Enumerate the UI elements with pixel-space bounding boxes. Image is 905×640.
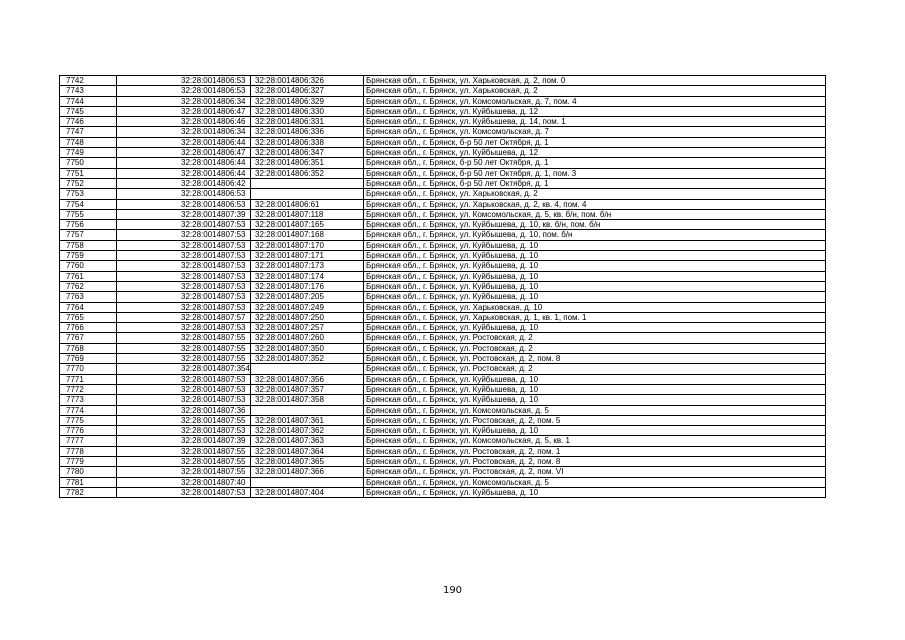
row-number-cell: 7757	[60, 230, 117, 240]
row-number-cell: 7748	[60, 137, 117, 147]
object-cadastral-number-cell: 32:28:0014806:330	[251, 106, 364, 116]
table-row	[60, 96, 826, 106]
table-row	[60, 333, 826, 343]
table-row	[60, 281, 826, 291]
address-cell: Брянская обл., г. Брянск, ул. Комсомольская, д. 7, пом. 4	[364, 96, 826, 106]
table-row	[60, 178, 826, 188]
table-row	[60, 312, 826, 322]
address-cell: Брянская обл., г. Брянск, ул. Куйбышева, д. 10	[364, 261, 826, 271]
land-cadastral-number-cell: 32:28:0014806:53	[117, 199, 251, 209]
table-row	[60, 405, 826, 415]
land-cadastral-number-cell: 32:28:0014807:53	[117, 302, 251, 312]
table-row	[60, 292, 826, 302]
row-number-cell: 7751	[60, 168, 117, 178]
row-number-cell: 7772	[60, 384, 117, 394]
address-cell: Брянская обл., г. Брянск, ул. Комсомольская, д. 7	[364, 127, 826, 137]
row-number-cell: 7766	[60, 323, 117, 333]
table-row	[60, 168, 826, 178]
land-cadastral-number-cell: 32:28:0014806:44	[117, 168, 251, 178]
address-cell: Брянская обл., г. Брянск, ул. Куйбышева, д. 10	[364, 240, 826, 250]
land-cadastral-number-cell: 32:28:0014806:42	[117, 178, 251, 188]
object-cadastral-number-cell: 32:28:0014806:351	[251, 158, 364, 168]
object-cadastral-number-cell: 32:28:0014807:118	[251, 209, 364, 219]
table-row	[60, 271, 826, 281]
object-cadastral-number-cell: 32:28:0014806:326	[251, 76, 364, 86]
address-cell: Брянская обл., г. Брянск, ул. Комсомольская, д. 5	[364, 405, 826, 415]
object-cadastral-number-cell: 32:28:0014807:362	[251, 426, 364, 436]
address-cell: Брянская обл., г. Брянск, ул. Ростовская, д. 2, пом. 8	[364, 456, 826, 466]
row-number-cell: 7743	[60, 86, 117, 96]
row-number-cell: 7778	[60, 446, 117, 456]
address-cell: Брянская обл., г. Брянск, ул. Куйбышева, д. 10	[364, 395, 826, 405]
address-cell: Брянская обл., г. Брянск, ул. Куйбышева, д. 14, пом. 1	[364, 117, 826, 127]
table-row	[60, 199, 826, 209]
address-cell: Брянская обл., г. Брянск, ул. Куйбышева, д. 10	[364, 487, 826, 497]
object-cadastral-number-cell: 32:28:0014807:352	[251, 354, 364, 364]
table-row	[60, 261, 826, 271]
address-cell: Брянская обл., г. Брянск, ул. Харьковская, д. 2	[364, 189, 826, 199]
table-row	[60, 240, 826, 250]
table-row	[60, 456, 826, 466]
row-number-cell: 7765	[60, 312, 117, 322]
object-cadastral-number-cell: 32:28:0014807:171	[251, 251, 364, 261]
object-cadastral-number-cell: 32:28:0014806:338	[251, 137, 364, 147]
land-cadastral-number-cell: 32:28:0014807:55	[117, 343, 251, 353]
object-cadastral-number-cell: 32:28:0014807:365	[251, 456, 364, 466]
registry-table	[59, 75, 826, 498]
object-cadastral-number-cell: 32:28:0014807:249	[251, 302, 364, 312]
object-cadastral-number-cell: 32:28:0014807:358	[251, 395, 364, 405]
address-cell: Брянская обл., г. Брянск, ул. Комсомольская, д. 5, кв. б/н, пом. б/н	[364, 209, 826, 219]
table-row	[60, 415, 826, 425]
address-cell: Брянская обл., г. Брянск, ул. Харьковская, д. 2, кв. 4, пом. 4	[364, 199, 826, 209]
land-cadastral-number-cell: 32:28:0014807:53	[117, 384, 251, 394]
table-row	[60, 467, 826, 477]
table-row	[60, 374, 826, 384]
row-number-cell: 7774	[60, 405, 117, 415]
land-cadastral-number-cell: 32:28:0014806:53	[117, 86, 251, 96]
object-cadastral-number-cell	[251, 364, 364, 374]
table-row	[60, 117, 826, 127]
land-cadastral-number-cell: 32:28:0014807:53	[117, 230, 251, 240]
land-cadastral-number-cell: 32:28:0014806:44	[117, 137, 251, 147]
object-cadastral-number-cell: 32:28:0014807:257	[251, 323, 364, 333]
table-row	[60, 76, 826, 86]
row-number-cell: 7744	[60, 96, 117, 106]
land-cadastral-number-cell: 32:28:0014807:53	[117, 261, 251, 271]
address-cell: Брянская обл., г. Брянск, ул. Ростовская, д. 2	[364, 333, 826, 343]
land-cadastral-number-cell: 32:28:0014807:36	[117, 405, 251, 415]
row-number-cell: 7752	[60, 178, 117, 188]
object-cadastral-number-cell: 32:28:0014807:165	[251, 220, 364, 230]
row-number-cell: 7767	[60, 333, 117, 343]
object-cadastral-number-cell: 32:28:0014806:336	[251, 127, 364, 137]
address-cell: Брянская обл., г. Брянск, ул. Ростовская, д. 2, пом. 1	[364, 446, 826, 456]
land-cadastral-number-cell: 32:28:0014806:53	[117, 76, 251, 86]
address-cell: Брянская обл., г. Брянск, ул. Куйбышева, д. 10, кв. б/н, пом. б/н	[364, 220, 826, 230]
row-number-cell: 7747	[60, 127, 117, 137]
table-row	[60, 106, 826, 116]
address-cell: Брянская обл., г. Брянск, ул. Куйбышева, д. 10	[364, 271, 826, 281]
land-cadastral-number-cell: 32:28:0014807:53	[117, 395, 251, 405]
row-number-cell: 7776	[60, 426, 117, 436]
land-cadastral-number-cell: 32:28:0014807:354	[117, 364, 251, 374]
table-row	[60, 148, 826, 158]
row-number-cell: 7768	[60, 343, 117, 353]
land-cadastral-number-cell: 32:28:0014807:53	[117, 292, 251, 302]
land-cadastral-number-cell: 32:28:0014807:53	[117, 426, 251, 436]
object-cadastral-number-cell: 32:28:0014807:168	[251, 230, 364, 240]
object-cadastral-number-cell: 32:28:0014807:205	[251, 292, 364, 302]
row-number-cell: 7753	[60, 189, 117, 199]
address-cell: Брянская обл., г. Брянск, ул. Харьковская, д. 10	[364, 302, 826, 312]
row-number-cell: 7781	[60, 477, 117, 487]
address-cell: Брянская обл., г. Брянск, ул. Куйбышева, д. 12	[364, 148, 826, 158]
land-cadastral-number-cell: 32:28:0014807:53	[117, 240, 251, 250]
row-number-cell: 7770	[60, 364, 117, 374]
table-row	[60, 302, 826, 312]
object-cadastral-number-cell: 32:28:0014807:260	[251, 333, 364, 343]
address-cell: Брянская обл., г. Брянск, ул. Куйбышева, д. 10	[364, 384, 826, 394]
row-number-cell: 7760	[60, 261, 117, 271]
table-row	[60, 426, 826, 436]
address-cell: Брянская обл., г. Брянск, ул. Куйбышева, д. 10	[364, 426, 826, 436]
address-cell: Брянская обл., г. Брянск, ул. Куйбышева, д. 10, пом. б/н	[364, 230, 826, 240]
land-cadastral-number-cell: 32:28:0014807:53	[117, 281, 251, 291]
table-row	[60, 395, 826, 405]
registry-table-body	[60, 76, 826, 498]
row-number-cell: 7761	[60, 271, 117, 281]
object-cadastral-number-cell: 32:28:0014806:352	[251, 168, 364, 178]
row-number-cell: 7771	[60, 374, 117, 384]
row-number-cell: 7749	[60, 148, 117, 158]
row-number-cell: 7745	[60, 106, 117, 116]
address-cell: Брянская обл., г. Брянск, ул. Харьковская, д. 2, пом. 0	[364, 76, 826, 86]
address-cell: Брянская обл., г. Брянск, ул. Комсомольская, д. 5	[364, 477, 826, 487]
row-number-cell: 7746	[60, 117, 117, 127]
page-number: 190	[442, 585, 463, 596]
table-row	[60, 209, 826, 219]
table-row	[60, 127, 826, 137]
land-cadastral-number-cell: 32:28:0014806:47	[117, 106, 251, 116]
land-cadastral-number-cell: 32:28:0014806:34	[117, 127, 251, 137]
address-cell: Брянская обл., г. Брянск, б-р 50 лет Октября, д. 1	[364, 137, 826, 147]
address-cell: Брянская обл., г. Брянск, ул. Куйбышева, д. 10	[364, 374, 826, 384]
table-row	[60, 487, 826, 497]
land-cadastral-number-cell: 32:28:0014807:55	[117, 467, 251, 477]
land-cadastral-number-cell: 32:28:0014807:40	[117, 477, 251, 487]
object-cadastral-number-cell: 32:28:0014807:363	[251, 436, 364, 446]
row-number-cell: 7755	[60, 209, 117, 219]
table-row	[60, 137, 826, 147]
row-number-cell: 7782	[60, 487, 117, 497]
address-cell: Брянская обл., г. Брянск, ул. Куйбышева, д. 10	[364, 281, 826, 291]
address-cell: Брянская обл., г. Брянск, ул. Куйбышева, д. 12	[364, 106, 826, 116]
row-number-cell: 7762	[60, 281, 117, 291]
row-number-cell: 7742	[60, 76, 117, 86]
row-number-cell: 7759	[60, 251, 117, 261]
address-cell: Брянская обл., г. Брянск, ул. Ростовская, д. 2, пом. 5	[364, 415, 826, 425]
object-cadastral-number-cell: 32:28:0014807:361	[251, 415, 364, 425]
address-cell: Брянская обл., г. Брянск, ул. Ростовская, д. 2, пом. VI	[364, 467, 826, 477]
object-cadastral-number-cell: 32:28:0014807:170	[251, 240, 364, 250]
object-cadastral-number-cell	[251, 477, 364, 487]
table-row	[60, 86, 826, 96]
land-cadastral-number-cell: 32:28:0014807:53	[117, 487, 251, 497]
object-cadastral-number-cell: 32:28:0014806:61	[251, 199, 364, 209]
land-cadastral-number-cell: 32:28:0014807:53	[117, 251, 251, 261]
table-row	[60, 251, 826, 261]
address-cell: Брянская обл., г. Брянск, ул. Комсомольская, д. 5, кв. 1	[364, 436, 826, 446]
table-row	[60, 446, 826, 456]
row-number-cell: 7773	[60, 395, 117, 405]
object-cadastral-number-cell: 32:28:0014807:366	[251, 467, 364, 477]
row-number-cell: 7780	[60, 467, 117, 477]
object-cadastral-number-cell: 32:28:0014806:331	[251, 117, 364, 127]
address-cell: Брянская обл., г. Брянск, б-р 50 лет Октября, д. 1	[364, 178, 826, 188]
land-cadastral-number-cell: 32:28:0014807:39	[117, 209, 251, 219]
land-cadastral-number-cell: 32:28:0014807:53	[117, 271, 251, 281]
address-cell: Брянская обл., г. Брянск, б-р 50 лет Октября, д. 1	[364, 158, 826, 168]
land-cadastral-number-cell: 32:28:0014807:53	[117, 220, 251, 230]
object-cadastral-number-cell: 32:28:0014807:173	[251, 261, 364, 271]
object-cadastral-number-cell: 32:28:0014807:350	[251, 343, 364, 353]
land-cadastral-number-cell: 32:28:0014806:46	[117, 117, 251, 127]
table-row	[60, 230, 826, 240]
table-row	[60, 158, 826, 168]
land-cadastral-number-cell: 32:28:0014806:47	[117, 148, 251, 158]
land-cadastral-number-cell: 32:28:0014806:53	[117, 189, 251, 199]
row-number-cell: 7777	[60, 436, 117, 446]
object-cadastral-number-cell: 32:28:0014806:329	[251, 96, 364, 106]
table-row	[60, 364, 826, 374]
table-row	[60, 477, 826, 487]
table-row	[60, 189, 826, 199]
object-cadastral-number-cell	[251, 189, 364, 199]
row-number-cell: 7769	[60, 354, 117, 364]
address-cell: Брянская обл., г. Брянск, ул. Ростовская, д. 2, пом. 8	[364, 354, 826, 364]
row-number-cell: 7756	[60, 220, 117, 230]
table-row	[60, 343, 826, 353]
row-number-cell: 7763	[60, 292, 117, 302]
address-cell: Брянская обл., г. Брянск, ул. Ростовская, д. 2	[364, 343, 826, 353]
land-cadastral-number-cell: 32:28:0014806:34	[117, 96, 251, 106]
address-cell: Брянская обл., г. Брянск, ул. Куйбышева, д. 10	[364, 323, 826, 333]
row-number-cell: 7779	[60, 456, 117, 466]
land-cadastral-number-cell: 32:28:0014807:55	[117, 333, 251, 343]
land-cadastral-number-cell: 32:28:0014806:44	[117, 158, 251, 168]
row-number-cell: 7750	[60, 158, 117, 168]
object-cadastral-number-cell: 32:28:0014807:174	[251, 271, 364, 281]
address-cell: Брянская обл., г. Брянск, ул. Харьковская, д. 1, кв. 1, пом. 1	[364, 312, 826, 322]
address-cell: Брянская обл., г. Брянск, ул. Ростовская, д. 2	[364, 364, 826, 374]
address-cell: Брянская обл., г. Брянск, ул. Харьковская, д. 2	[364, 86, 826, 96]
land-cadastral-number-cell: 32:28:0014807:55	[117, 446, 251, 456]
row-number-cell: 7754	[60, 199, 117, 209]
land-cadastral-number-cell: 32:28:0014807:55	[117, 456, 251, 466]
table-row	[60, 384, 826, 394]
object-cadastral-number-cell	[251, 405, 364, 415]
address-cell: Брянская обл., г. Брянск, ул. Куйбышева, д. 10	[364, 251, 826, 261]
address-cell: Брянская обл., г. Брянск, б-р 50 лет Октября, д. 1, пом. 3	[364, 168, 826, 178]
row-number-cell: 7764	[60, 302, 117, 312]
object-cadastral-number-cell: 32:28:0014806:347	[251, 148, 364, 158]
address-cell: Брянская обл., г. Брянск, ул. Куйбышева, д. 10	[364, 292, 826, 302]
object-cadastral-number-cell: 32:28:0014807:404	[251, 487, 364, 497]
land-cadastral-number-cell: 32:28:0014807:55	[117, 354, 251, 364]
table-row	[60, 354, 826, 364]
object-cadastral-number-cell: 32:28:0014807:357	[251, 384, 364, 394]
land-cadastral-number-cell: 32:28:0014807:53	[117, 374, 251, 384]
table-row	[60, 436, 826, 446]
land-cadastral-number-cell: 32:28:0014807:39	[117, 436, 251, 446]
object-cadastral-number-cell	[251, 178, 364, 188]
land-cadastral-number-cell: 32:28:0014807:53	[117, 323, 251, 333]
land-cadastral-number-cell: 32:28:0014807:55	[117, 415, 251, 425]
object-cadastral-number-cell: 32:28:0014807:250	[251, 312, 364, 322]
object-cadastral-number-cell: 32:28:0014807:356	[251, 374, 364, 384]
object-cadastral-number-cell: 32:28:0014806:327	[251, 86, 364, 96]
object-cadastral-number-cell: 32:28:0014807:176	[251, 281, 364, 291]
land-cadastral-number-cell: 32:28:0014807:57	[117, 312, 251, 322]
row-number-cell: 7775	[60, 415, 117, 425]
table-row	[60, 323, 826, 333]
object-cadastral-number-cell: 32:28:0014807:364	[251, 446, 364, 456]
table-row	[60, 220, 826, 230]
row-number-cell: 7758	[60, 240, 117, 250]
